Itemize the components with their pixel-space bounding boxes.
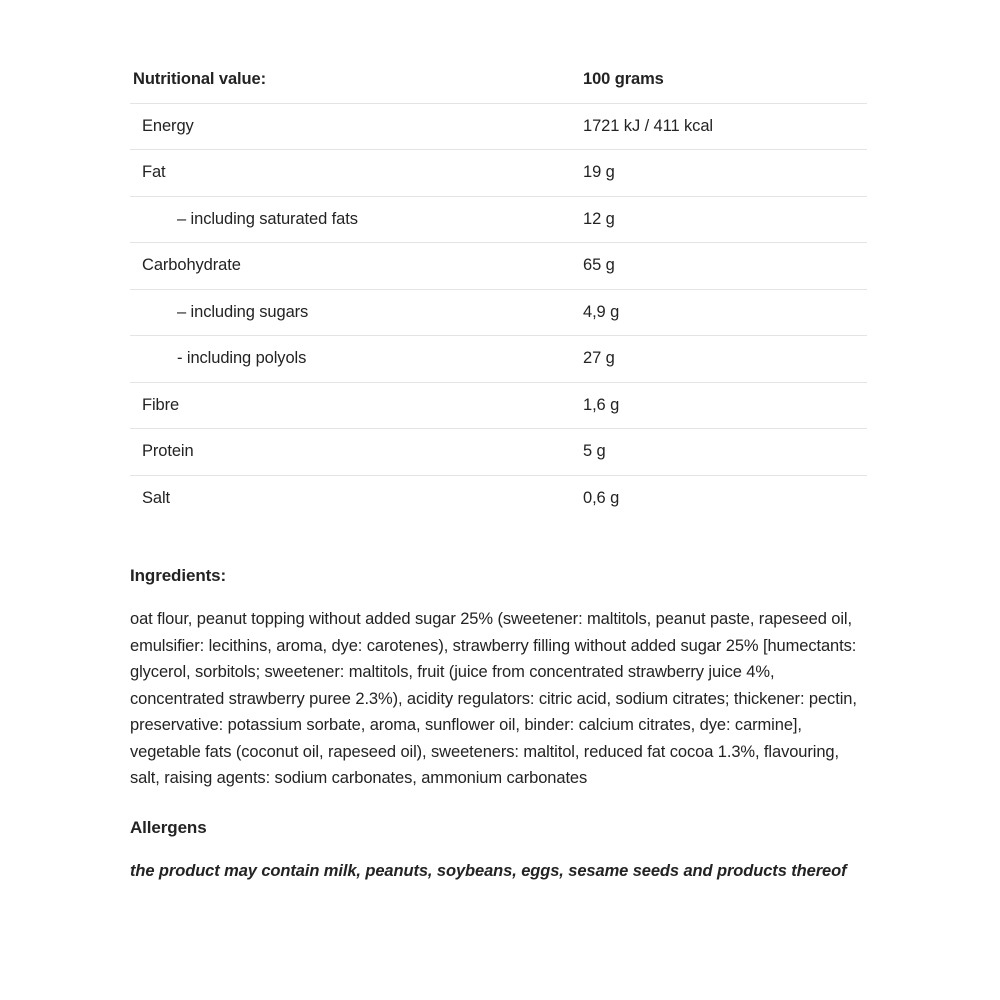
- table-row-energy: [130, 104, 867, 151]
- row-label: – including sugars: [177, 302, 309, 321]
- nutrition-table-header: [130, 57, 867, 104]
- table-row-saturated-fats: [130, 197, 867, 244]
- row-label: - including polyols: [177, 349, 307, 368]
- table-row-polyols: [130, 336, 867, 383]
- nutrition-table: [130, 57, 867, 522]
- product-nutrition-section: [130, 57, 867, 884]
- row-value: 27 g: [583, 349, 615, 368]
- row-value: 12 g: [583, 209, 615, 228]
- table-row-fat: [130, 150, 867, 197]
- row-label: Salt: [142, 489, 171, 508]
- table-row-protein: [130, 429, 867, 476]
- row-value: 1721 kJ / 411 kcal: [583, 116, 713, 135]
- row-value: 19 g: [583, 163, 615, 182]
- table-row-carbohydrate: [130, 243, 867, 290]
- row-value: 5 g: [583, 442, 606, 461]
- allergens-heading: Allergens: [130, 817, 207, 837]
- row-value: 4,9 g: [583, 302, 620, 321]
- row-label: Protein: [142, 442, 194, 461]
- row-value: 65 g: [583, 256, 615, 275]
- row-label: Energy: [142, 116, 194, 135]
- row-label: – including saturated fats: [177, 209, 358, 228]
- nutrition-header-value: 100 grams: [583, 70, 664, 89]
- row-label: Fibre: [142, 395, 180, 414]
- row-label: Carbohydrate: [142, 256, 241, 275]
- nutrition-header-label: Nutritional value:: [133, 70, 266, 89]
- allergens-text: the product may contain milk, peanuts, soybeans, eggs, sesame seeds and products thereof: [130, 861, 847, 880]
- ingredients-heading: Ingredients:: [130, 566, 227, 585]
- row-value: 1,6 g: [583, 395, 620, 414]
- ingredients-text: oat flour, peanut topping without added sugar 25% (sweetener: maltitols, peanut paste, rapeseed oil, emulsifier: lecithins, aroma, dye: carotenes), strawberry filling without added sugar 25% [humectants: glycerol, sorbitols; sweetener: maltitols, fruit (juice from concentrated strawberry juice 4%, concentrated strawberry puree 2.3%), acidity regulators: citric acid, sodium citrates; thickener: pectin, preservative: potassium sorbate, aroma, sunflower oil, binder: calcium citrates, dye: carmine], vegetable fats (coconut oil, rapeseed oil), sweeteners: maltitol, reduced fat cocoa 1.3%, flavouring, salt, raising agents: sodium carbonates, ammonium carbonates: [130, 610, 857, 787]
- row-value: 0,6 g: [583, 489, 620, 508]
- table-row-sugars: [130, 290, 867, 337]
- row-label: Fat: [142, 163, 166, 182]
- table-row-salt: [130, 476, 867, 523]
- table-row-fibre: [130, 383, 867, 430]
